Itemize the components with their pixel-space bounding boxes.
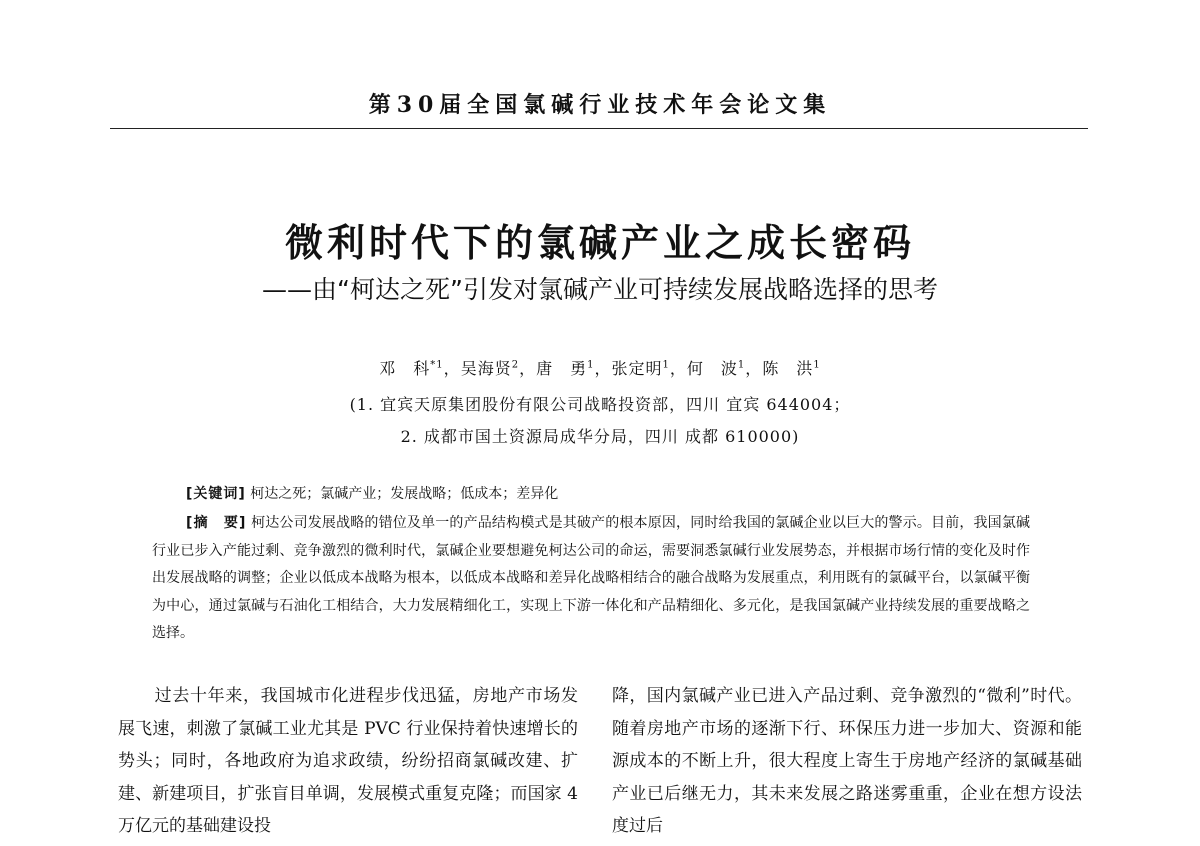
- article-title: 微利时代下的氯碱产业之成长密码: [284, 221, 915, 265]
- body-text-left: 过去十年来，我国城市化进程步伐迅猛，房地产市场发展飞速，刺激了氯碱工业尤其是 PVC 行业保持着快速增长的势头；同时，各地政府为追求政绩，纷纷招商氯碱改建、扩建、新建项目，扩张盲目单调，发展模式重复克隆；而国家 4 万亿元的基础建设投: [118, 686, 578, 836]
- author-name: 邓 科: [379, 359, 431, 378]
- author-name: 陈 洪: [762, 359, 814, 378]
- abstract: [152, 510, 1030, 648]
- author-name: 唐 勇: [536, 359, 588, 378]
- body-column-left: [118, 680, 578, 846]
- abstract-label: [摘 要]: [186, 515, 247, 531]
- author-mark: 1: [587, 359, 595, 371]
- header-rule: [110, 128, 1088, 129]
- author-name: 吴海贤: [460, 359, 512, 378]
- keywords: [186, 483, 1036, 503]
- affiliation-2: 2. 成都市国土资源局成华分局，四川 成都 610000): [400, 427, 800, 446]
- author-mark: 1: [737, 359, 746, 371]
- author-mark: 1: [813, 359, 821, 371]
- author-name: 张定明: [611, 359, 663, 378]
- author-list: 邓 科$^{*1}$，吴海贤$^2$，唐 勇$^1$，张定明$^1$，何 波$^1$，陈 洪$^1$: [379, 359, 821, 378]
- keywords-text: 柯达之死；氯碱产业；发展战略；低成本；差异化: [250, 486, 559, 502]
- keywords-label: [关键词]: [186, 486, 246, 502]
- affiliation-1: (1. 宜宾天原集团股份有限公司战略投资部，四川 宜宾 644004；: [349, 395, 851, 414]
- article-subtitle: ——由“柯达之死”引发对氯碱产业可持续发展战略选择的思考: [262, 275, 938, 304]
- author-mark: 2: [511, 359, 520, 371]
- author-name: 何 波: [686, 359, 738, 378]
- proceedings-header: 第30届全国氯碱行业技术年会论文集: [368, 92, 832, 118]
- body-column-right: [612, 680, 1082, 846]
- author-mark: 1: [662, 359, 670, 371]
- author-mark: *1: [430, 359, 444, 371]
- abstract-text: 柯达公司发展战略的错位及单一的产品结构模式是其破产的根本原因，同时给我国的氯碱企业以巨大的警示。目前，我国氯碱行业已步入产能过剩、竞争激烈的微利时代，氯碱企业要想避免柯达公司的命运，需要洞悉氯碱行业发展势态，并根据市场行情的变化及时作出发展战略的调整；企业以低成本战略为根本，以低成本战略和差异化战略相结合的融合战略为发展重点，利用既有的氯碱平台，以氯碱平衡为中心，通过氯碱与石油化工相结合，大力发展精细化工，实现上下游一体化和产品精细化、多元化，是我国氯碱产业持续发展的重要战略之选择。: [152, 515, 1031, 641]
- body-text-right: 降，国内氯碱产业已进入产品过剩、竞争激烈的“微利”时代。随着房地产市场的逐渐下行、环保压力进一步加大、资源和能源成本的不断上升，很大程度上寄生于房地产经济的氯碱基础产业已后继无力，其未来发展之路迷雾重重，企业在想方设法度过后: [612, 686, 1082, 836]
